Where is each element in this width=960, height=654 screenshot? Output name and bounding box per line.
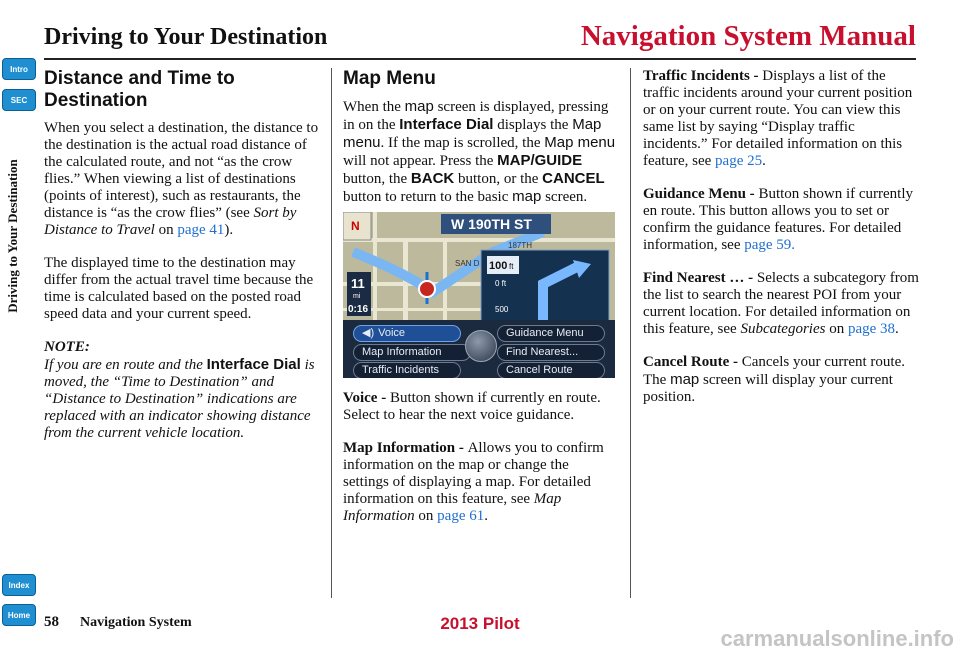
column-3 xyxy=(643,68,923,422)
distance-scale-mid: 500 xyxy=(495,305,509,314)
interface-dial-icon xyxy=(465,330,497,362)
paragraph-map-menu: When the map screen is displayed, pressing in on the Interface Dial displays the Map menu. If the map is scrolled, the Map menu will not appear. Press the MAP/GUIDE button, the BACK button, or the CANCEL button to return to the basic map screen. xyxy=(343,98,616,205)
paragraph-distance: When you select a destination, the distance to the destination is the actual road distance of the calculated route, and not “as the crow flies.” When viewing a list of destinations (points of interest), such as restaurants, the distance is “as the crow flies” (see Sort by Distance to Travel on page 41). xyxy=(44,120,319,238)
map-information-button[interactable]: Map Information xyxy=(353,344,471,361)
page-59-link[interactable]: page 59. xyxy=(744,237,796,253)
page-25-link[interactable]: page 25 xyxy=(715,153,763,169)
area-label: SAN D xyxy=(455,259,480,268)
eta-unit: mi xyxy=(353,293,361,300)
column-divider xyxy=(630,68,631,598)
column-divider xyxy=(331,68,332,598)
cancel-route-description: Cancel Route - Cancels your current route. The map screen will display your current position. xyxy=(643,354,906,405)
note-text: If you are en route and the Interface Dial is moved, the “Time to Destination” and “Distance to Destination” indications are replaced with an indicator showing distance from the current vehicle location. xyxy=(44,356,315,441)
footer-system-label: Navigation System xyxy=(80,615,192,630)
page-title: Driving to Your Destination xyxy=(44,24,328,50)
page-38-link[interactable]: page 38 xyxy=(847,321,896,337)
cancel-route-button[interactable]: Cancel Route xyxy=(497,362,605,378)
section-heading-map-menu: Map Menu xyxy=(343,68,436,89)
traffic-incidents-button[interactable]: Traffic Incidents xyxy=(353,362,461,378)
nav-sec-button[interactable]: SEC xyxy=(2,89,36,111)
model-year-label: 2013 Pilot xyxy=(440,614,520,633)
guidance-menu-description: Guidance Menu - Button shown if currently en route. This button allows you to set or confirm the guidance features. For detailed information, see page 59. xyxy=(643,186,914,253)
page-61-link[interactable]: page 61 xyxy=(437,508,485,524)
nav-intro-button[interactable]: Intro xyxy=(2,58,36,80)
paragraph-time: The displayed time to the destination may differ from the actual travel time because the time is calculated based on the posted road speed data and your current speed. xyxy=(44,255,314,322)
map-menu-screenshot xyxy=(343,212,615,378)
eta-distance: 11 xyxy=(351,276,365,291)
cross-street: 187TH xyxy=(508,241,533,250)
note-label: NOTE: xyxy=(44,339,90,355)
find-nearest-button[interactable]: Find Nearest... xyxy=(497,344,605,361)
header-rule xyxy=(44,58,916,60)
eta-time: 0:16 xyxy=(348,304,369,315)
distance-scale-zero: 0 ft xyxy=(495,279,507,288)
column-1 xyxy=(44,68,320,458)
speaker-icon: ◀) xyxy=(362,327,375,339)
street-name: W 190TH ST xyxy=(451,216,532,232)
page-number: 58 xyxy=(44,614,59,630)
turn-distance-unit: ft xyxy=(509,262,514,271)
manual-brand-title: Navigation System Manual xyxy=(580,20,916,52)
map-information-description: Map Information - Allows you to confirm information on the map or change the settings of displaying a map. For detailed information on this feature, see Map Information on page 61. xyxy=(343,440,604,524)
guidance-menu-button[interactable]: Guidance Menu xyxy=(497,325,605,342)
vertical-section-label: Driving to Your Destination xyxy=(5,159,20,313)
site-watermark: carmanualsonline.info xyxy=(720,626,954,651)
traffic-incidents-description: Traffic Incidents - Displays a list of the traffic incidents around your current position or on your current route. You can view this same list by saying “Display traffic incidents.” For detailed information on this feature, see page 25. xyxy=(643,68,913,169)
compass-letter: N xyxy=(351,219,360,233)
column-2 xyxy=(343,68,617,541)
page-41-link[interactable]: page 41 xyxy=(177,222,225,238)
nav-home-button[interactable]: Home xyxy=(2,604,36,626)
nav-index-button[interactable]: Index xyxy=(2,574,36,596)
section-heading-distance-time: Distance and Time to Destination xyxy=(44,68,235,111)
find-nearest-description: Find Nearest … - Selects a subcategory from the list to search the nearest POI from your current location. For detailed information on this feature, see Subcategories on page 38. xyxy=(643,270,919,337)
voice-menu-button[interactable]: ◀) Voice xyxy=(353,325,461,342)
turn-distance-value: 100 xyxy=(489,260,508,272)
voice-description: Voice - Button shown if currently en route. Select to hear the next voice guidance. xyxy=(343,390,601,423)
